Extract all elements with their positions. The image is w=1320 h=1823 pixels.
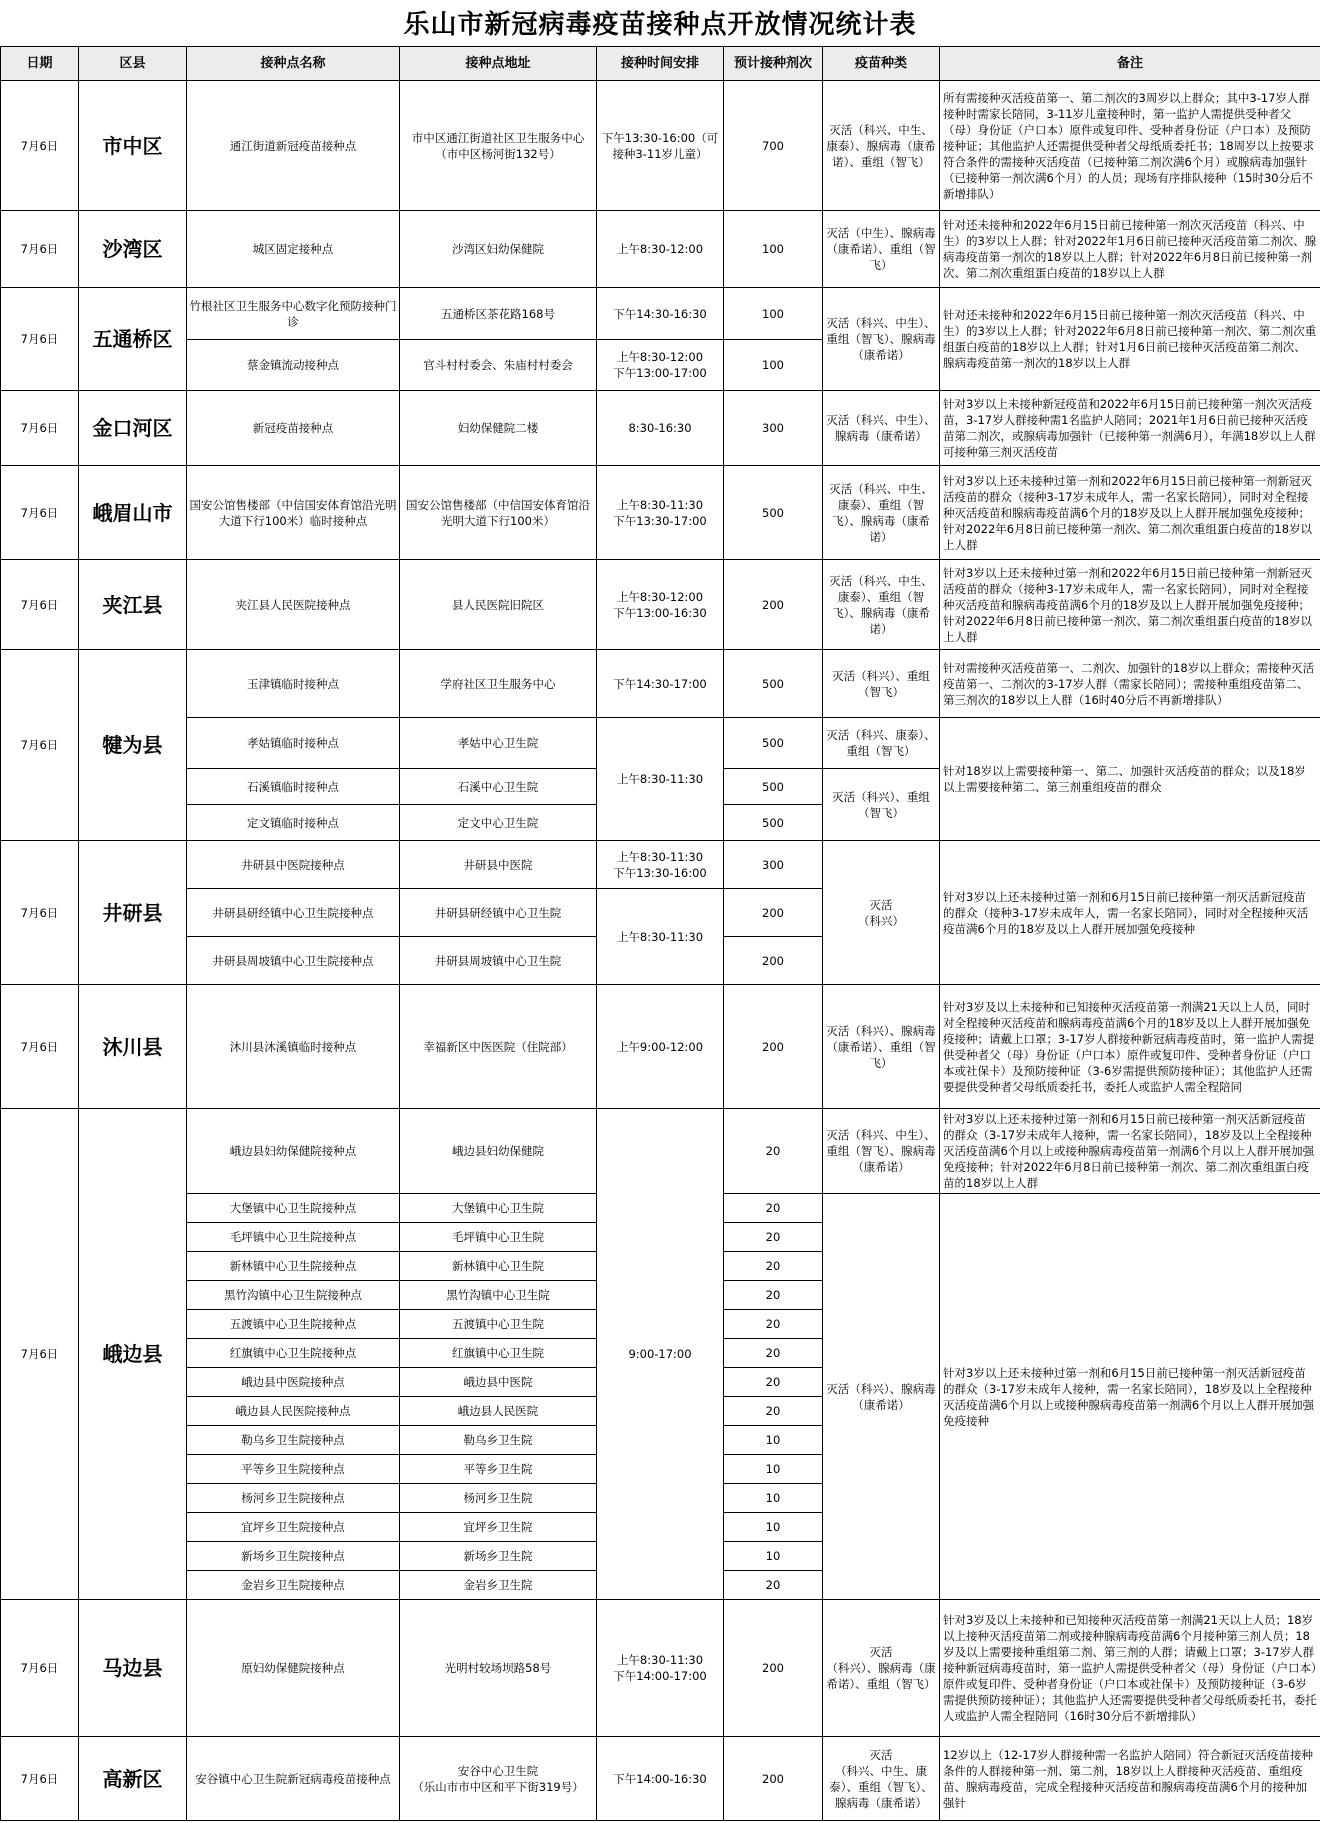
site-name-cell: 城区固定接种点 xyxy=(187,211,400,288)
site-address-cell: 光明村较场坝路58号 xyxy=(400,1600,597,1737)
site-name-cell: 大堡镇中心卫生院接种点 xyxy=(187,1194,400,1223)
vaccine-type-cell: 灭活（科兴、中生）、重组（智飞）、腺病毒（康希诺） xyxy=(823,1109,940,1194)
header-vaccine-type: 疫苗种类 xyxy=(823,47,940,81)
doses-cell: 20 xyxy=(724,1339,823,1368)
site-name-cell: 红旗镇中心卫生院接种点 xyxy=(187,1339,400,1368)
schedule-cell: 下午14:00-16:30 xyxy=(597,1737,724,1821)
vaccination-sites-table xyxy=(0,46,1320,1821)
site-address-cell: 石溪中心卫生院 xyxy=(400,769,597,805)
site-name-cell: 井研县研经镇中心卫生院接种点 xyxy=(187,889,400,937)
site-address-cell: 井研县中医院 xyxy=(400,841,597,889)
schedule-cell: 上午8:30-11:30 下午13:30-17:00 xyxy=(597,466,724,560)
site-address-cell: 大堡镇中心卫生院 xyxy=(400,1194,597,1223)
date-cell: 7月6日 xyxy=(1,288,79,391)
header-site-name: 接种点名称 xyxy=(187,47,400,81)
site-name-cell: 竹根社区卫生服务中心数字化预防接种门诊 xyxy=(187,288,400,340)
vaccine-type-cell: 灭活（科兴）、重组（智飞） xyxy=(823,769,940,841)
district-cell: 五通桥区 xyxy=(79,288,187,391)
site-address-cell: 县人民医院旧院区 xyxy=(400,560,597,650)
district-cell: 马边县 xyxy=(79,1600,187,1737)
table-row xyxy=(1,211,1320,288)
district-cell: 高新区 xyxy=(79,1737,187,1821)
doses-cell: 10 xyxy=(724,1484,823,1513)
schedule-cell: 上午8:30-12:00 下午13:00-16:30 xyxy=(597,560,724,650)
site-name-cell: 孝姑镇临时接种点 xyxy=(187,718,400,769)
site-name-cell: 新冠疫苗接种点 xyxy=(187,391,400,466)
doses-cell: 10 xyxy=(724,1426,823,1455)
site-name-cell: 井研县周坡镇中心卫生院接种点 xyxy=(187,937,400,985)
doses-cell: 10 xyxy=(724,1513,823,1542)
vaccine-type-cell: 灭活 （科兴） xyxy=(823,841,940,985)
site-name-cell: 沐川县沐溪镇临时接种点 xyxy=(187,985,400,1109)
doses-cell: 300 xyxy=(724,391,823,466)
table-row xyxy=(1,985,1320,1109)
site-name-cell: 峨边县妇幼保健院接种点 xyxy=(187,1109,400,1194)
schedule-cell: 9:00-17:00 xyxy=(597,1109,724,1600)
site-address-cell: 红旗镇中心卫生院 xyxy=(400,1339,597,1368)
site-address-cell: 市中区通江街道社区卫生服务中心（市中区杨河街132号） xyxy=(400,81,597,211)
district-cell: 沐川县 xyxy=(79,985,187,1109)
table-row xyxy=(1,560,1320,650)
table-row xyxy=(1,288,1320,340)
site-name-cell: 峨边县人民医院接种点 xyxy=(187,1397,400,1426)
district-cell: 峨眉山市 xyxy=(79,466,187,560)
vaccine-type-cell: 灭活 （科兴）、腺病毒（康希诺）、重组（智飞） xyxy=(823,1600,940,1737)
doses-cell: 200 xyxy=(724,1737,823,1821)
vaccine-type-cell: 灭活（科兴）、腺病毒（康希诺）、重组（智飞） xyxy=(823,985,940,1109)
site-name-cell: 峨边县中医院接种点 xyxy=(187,1368,400,1397)
table-row xyxy=(1,718,1320,769)
schedule-cell: 上午9:00-12:00 xyxy=(597,985,724,1109)
vaccine-type-cell: 灭活（科兴、中生）、重组（智飞）、腺病毒（康希诺） xyxy=(823,288,940,391)
site-address-cell: 沙湾区妇幼保健院 xyxy=(400,211,597,288)
date-cell: 7月6日 xyxy=(1,391,79,466)
schedule-cell: 上午8:30-12:00 下午13:00-17:00 xyxy=(597,340,724,391)
doses-cell: 200 xyxy=(724,889,823,937)
vaccine-type-cell: 灭活（科兴、康泰）、重组（智飞） xyxy=(823,718,940,769)
doses-cell: 20 xyxy=(724,1368,823,1397)
site-address-cell: 学府社区卫生服务中心 xyxy=(400,650,597,718)
site-address-cell: 峨边县中医院 xyxy=(400,1368,597,1397)
site-name-cell: 蔡金镇流动接种点 xyxy=(187,340,400,391)
note-cell: 针对3岁以上还未接种过第一剂和6月15日前已接种第一剂灭活新冠疫苗的群众（接种3-17岁未成年人，需一名家长陪同），同时对全程接种灭活疫苗满6个月的18岁及以上人群开展加强免疫接种 xyxy=(940,841,1320,985)
header-district: 区县 xyxy=(79,47,187,81)
doses-cell: 200 xyxy=(724,1600,823,1737)
schedule-cell: 上午8:30-11:30 下午14:00-17:00 xyxy=(597,1600,724,1737)
schedule-cell: 下午14:30-16:30 xyxy=(597,288,724,340)
date-cell: 7月6日 xyxy=(1,985,79,1109)
doses-cell: 100 xyxy=(724,288,823,340)
district-cell: 犍为县 xyxy=(79,650,187,841)
note-cell: 12岁以上（12-17岁人群接种需一名监护人陪同）符合新冠灭活疫苗接种条件的人群接种第一剂、第二剂，18岁以上人群接种灭活疫苗、重组疫苗、腺病毒疫苗，完成全程接种灭活疫苗和腺病毒疫苗满6个月的接种加强针 xyxy=(940,1737,1320,1821)
district-cell: 夹江县 xyxy=(79,560,187,650)
note-cell: 针对3岁以上还未接种过第一剂和2022年6月15日前已接种第一剂新冠灭活疫苗的群众（接种3-17岁未成年人，需一名家长陪同），同时对全程接种灭活疫苗和腺病毒疫苗满6个月的18岁及以上人群开展加强免疫接种；针对2022年6月8日前已接种第一剂次、第二剂次重组蛋白疫苗的18岁以上人群 xyxy=(940,466,1320,560)
schedule-cell: 8:30-16:30 xyxy=(597,391,724,466)
district-cell: 沙湾区 xyxy=(79,211,187,288)
note-cell: 针对3岁以上还未接种过第一剂和6月15日前已接种第一剂灭活新冠疫苗的群众（3-17岁未成年人接种，需一名家长陪同），18岁及以上全程接种灭活疫苗满6个月以上或接种腺病毒疫苗第一剂满6个月以上人群开展加强免疫接种 xyxy=(940,1194,1320,1600)
site-address-cell: 定文中心卫生院 xyxy=(400,805,597,841)
date-cell: 7月6日 xyxy=(1,1737,79,1821)
doses-cell: 100 xyxy=(724,340,823,391)
site-name-cell: 宜坪乡卫生院接种点 xyxy=(187,1513,400,1542)
header-schedule: 接种时间安排 xyxy=(597,47,724,81)
district-cell: 井研县 xyxy=(79,841,187,985)
site-name-cell: 五渡镇中心卫生院接种点 xyxy=(187,1310,400,1339)
date-cell: 7月6日 xyxy=(1,81,79,211)
doses-cell: 10 xyxy=(724,1455,823,1484)
doses-cell: 100 xyxy=(724,211,823,288)
site-name-cell: 勒乌乡卫生院接种点 xyxy=(187,1426,400,1455)
vaccine-type-cell: 灭活（中生）、腺病毒（康希诺）、重组（智飞） xyxy=(823,211,940,288)
note-cell: 针对3岁及以上未接种和已知接种灭活疫苗第一剂满21天以上人员；18岁以上接种灭活疫苗第二剂或接种腺病毒疫苗满6个月接种第三剂人员；18岁及以上需要接种重组第二剂、第三剂的人群；请戴上口罩；3-17岁人群接种新冠病毒疫苗时，第一监护人需提供受种者父（母）身份证（户口本）原件或复印件、受种者身份证（户口本或社保卡）及预防接种证（3-6岁需提供预防接种证）；其他监护人还需要提供受种者父母纸质委托书，委托人或监护人需全程陪同（16时30分后不新增排队） xyxy=(940,1600,1320,1737)
doses-cell: 20 xyxy=(724,1223,823,1252)
header-doses: 预计接种剂次 xyxy=(724,47,823,81)
schedule-cell: 上午8:30-12:00 xyxy=(597,211,724,288)
schedule-cell: 上午8:30-11:30 xyxy=(597,718,724,841)
district-cell: 市中区 xyxy=(79,81,187,211)
site-name-cell: 金岩乡卫生院接种点 xyxy=(187,1571,400,1600)
site-name-cell: 井研县中医院接种点 xyxy=(187,841,400,889)
date-cell: 7月6日 xyxy=(1,211,79,288)
doses-cell: 500 xyxy=(724,769,823,805)
table-row xyxy=(1,1737,1320,1821)
doses-cell: 700 xyxy=(724,81,823,211)
note-cell: 针对还未接种和2022年6月15日前已接种第一剂次灭活疫苗（科兴、中生）的3岁以上人群；针对2022年1月6日前已接种灭活疫苗第二剂次、腺病毒疫苗第一剂次的18岁以上人群；针对2022年6月8日前已接种第一剂次、第二剂次重组蛋白疫苗的18岁以上人群 xyxy=(940,211,1320,288)
site-address-cell: 孝姑中心卫生院 xyxy=(400,718,597,769)
doses-cell: 20 xyxy=(724,1252,823,1281)
doses-cell: 20 xyxy=(724,1194,823,1223)
district-cell: 金口河区 xyxy=(79,391,187,466)
site-address-cell: 毛坪镇中心卫生院 xyxy=(400,1223,597,1252)
doses-cell: 20 xyxy=(724,1109,823,1194)
doses-cell: 200 xyxy=(724,937,823,985)
site-name-cell: 夹江县人民医院接种点 xyxy=(187,560,400,650)
site-address-cell: 国安公馆售楼部（中信国安体育馆沿光明大道下行100米） xyxy=(400,466,597,560)
site-name-cell: 毛坪镇中心卫生院接种点 xyxy=(187,1223,400,1252)
note-cell: 针对还未接种和2022年6月15日前已接种第一剂次灭活疫苗（科兴、中生）的3岁以上人群；针对2022年6月8日前已接种第一剂次、第二剂次重组蛋白疫苗的18岁以上人群；针对1月6日前已接种灭活疫苗第二剂次、腺病毒疫苗第一剂次的18岁以上人群 xyxy=(940,288,1320,391)
site-address-cell: 杨河乡卫生院 xyxy=(400,1484,597,1513)
header-row xyxy=(1,47,1320,81)
schedule-cell: 下午13:30-16:00（可接种3-11岁儿童） xyxy=(597,81,724,211)
site-address-cell: 宜坪乡卫生院 xyxy=(400,1513,597,1542)
doses-cell: 200 xyxy=(724,560,823,650)
site-address-cell: 井研县周坡镇中心卫生院 xyxy=(400,937,597,985)
note-cell: 针对需接种灭活疫苗第一、二剂次、加强针的18岁以上群众；需接种灭活疫苗第一、二剂次的3-17岁人群（需家长陪同）；需接种重组疫苗第二、第三剂次的18岁以上人群（16时40分后不再新增排队） xyxy=(940,650,1320,718)
doses-cell: 20 xyxy=(724,1310,823,1339)
header-date: 日期 xyxy=(1,47,79,81)
date-cell: 7月6日 xyxy=(1,650,79,841)
site-name-cell: 通江街道新冠疫苗接种点 xyxy=(187,81,400,211)
date-cell: 7月6日 xyxy=(1,466,79,560)
site-name-cell: 原妇幼保健院接种点 xyxy=(187,1600,400,1737)
site-address-cell: 五通桥区茶花路168号 xyxy=(400,288,597,340)
doses-cell: 20 xyxy=(724,1571,823,1600)
site-name-cell: 黑竹沟镇中心卫生院接种点 xyxy=(187,1281,400,1310)
doses-cell: 200 xyxy=(724,985,823,1109)
doses-cell: 500 xyxy=(724,466,823,560)
vaccine-type-cell: 灭活（科兴）、重组（智飞） xyxy=(823,650,940,718)
site-name-cell: 石溪镇临时接种点 xyxy=(187,769,400,805)
site-name-cell: 国安公馆售楼部（中信国安体育馆沿光明大道下行100米）临时接种点 xyxy=(187,466,400,560)
note-cell: 针对3岁以上未接种新冠疫苗和2022年6月15日前已接种第一剂次灭活疫苗，3-17岁人群接种需1名监护人陪同；2021年1月6日前已接种灭活疫苗第二剂次，或腺病毒加强针（已接种第一剂满6月），年满18岁以上人群可接种第三剂灭活疫苗 xyxy=(940,391,1320,466)
doses-cell: 10 xyxy=(724,1542,823,1571)
date-cell: 7月6日 xyxy=(1,841,79,985)
date-cell: 7月6日 xyxy=(1,560,79,650)
site-address-cell: 妇幼保健院二楼 xyxy=(400,391,597,466)
site-address-cell: 幸福新区中医医院（住院部） xyxy=(400,985,597,1109)
table-row xyxy=(1,466,1320,560)
table-row xyxy=(1,391,1320,466)
site-address-cell: 峨边县妇幼保健院 xyxy=(400,1109,597,1194)
table-row xyxy=(1,841,1320,889)
site-address-cell: 新场乡卫生院 xyxy=(400,1542,597,1571)
note-cell: 针对3岁及以上未接种和已知接种灭活疫苗第一剂满21天以上人员，同时对全程接种灭活疫苗和腺病毒疫苗满6个月的18岁及以上人群开展加强免疫接种；请戴上口罩；3-17岁人群接种新冠病毒疫苗时，第一监护人需提供受种者父（母）身份证（户口本）原件或复印件、受种者身份证（户口本或社保卡）及预防接种证（3-6岁需提供预防接种证）；其他监护人还需要提供受种者父母纸质委托书，委托人或监护人需全程陪同 xyxy=(940,985,1320,1109)
note-cell: 针对3岁以上还未接种过第一剂和6月15日前已接种第一剂灭活新冠疫苗的群众（3-17岁未成年人接种，需一名家长陪同），18岁及以上全程接种灭活疫苗满6个月以上或接种腺病毒疫苗第一剂满6个月以上人群开展加强免疫接种；针对2022年6月8日前已接种第一剂次、第二剂次重组蛋白疫苗的18岁以上人群 xyxy=(940,1109,1320,1194)
doses-cell: 20 xyxy=(724,1397,823,1426)
date-cell: 7月6日 xyxy=(1,1109,79,1600)
table-row xyxy=(1,1600,1320,1737)
doses-cell: 500 xyxy=(724,650,823,718)
doses-cell: 20 xyxy=(724,1281,823,1310)
site-address-cell: 金岩乡卫生院 xyxy=(400,1571,597,1600)
vaccine-type-cell: 灭活（科兴、中生、康泰）、腺病毒（康希诺）、重组（智飞） xyxy=(823,81,940,211)
note-cell: 针对18岁以上需要接种第一、第二、加强针灭活疫苗的群众；以及18岁以上需要接种第二、第三剂重组疫苗的群众 xyxy=(940,718,1320,841)
table-row xyxy=(1,1109,1320,1194)
site-name-cell: 定文镇临时接种点 xyxy=(187,805,400,841)
site-name-cell: 安谷镇中心卫生院新冠病毒疫苗接种点 xyxy=(187,1737,400,1821)
schedule-cell: 上午8:30-11:30 下午13:30-16:00 xyxy=(597,841,724,889)
doses-cell: 300 xyxy=(724,841,823,889)
site-name-cell: 新场乡卫生院接种点 xyxy=(187,1542,400,1571)
table-row xyxy=(1,650,1320,718)
page-title: 乐山市新冠病毒疫苗接种点开放情况统计表 xyxy=(403,10,917,40)
site-name-cell: 新林镇中心卫生院接种点 xyxy=(187,1252,400,1281)
site-address-cell: 峨边县人民医院 xyxy=(400,1397,597,1426)
date-cell: 7月6日 xyxy=(1,1600,79,1737)
schedule-cell: 上午8:30-11:30 xyxy=(597,889,724,985)
header-notes: 备注 xyxy=(940,47,1320,81)
doses-cell: 500 xyxy=(724,718,823,769)
site-name-cell: 杨河乡卫生院接种点 xyxy=(187,1484,400,1513)
site-address-cell: 安谷中心卫生院 （乐山市市中区和平下街319号） xyxy=(400,1737,597,1821)
vaccine-type-cell: 灭活（科兴、中生、康泰）、重组（智飞）、腺病毒（康希诺） xyxy=(823,560,940,650)
site-address-cell: 官斗村村委会、朱庙村村委会 xyxy=(400,340,597,391)
table-row xyxy=(1,81,1320,211)
site-address-cell: 黑竹沟镇中心卫生院 xyxy=(400,1281,597,1310)
site-name-cell: 玉津镇临时接种点 xyxy=(187,650,400,718)
site-address-cell: 井研县研经镇中心卫生院 xyxy=(400,889,597,937)
doses-cell: 500 xyxy=(724,805,823,841)
site-address-cell: 平等乡卫生院 xyxy=(400,1455,597,1484)
site-address-cell: 五渡镇中心卫生院 xyxy=(400,1310,597,1339)
header-site-address: 接种点地址 xyxy=(400,47,597,81)
note-cell: 针对3岁以上还未接种过第一剂和2022年6月15日前已接种第一剂新冠灭活疫苗的群众（接种3-17岁未成年人，需一名家长陪同），同时对全程接种灭活疫苗和腺病毒疫苗满6个月的18岁及以上人群开展加强免疫接种；针对2022年6月8日前已接种第一剂次、第二剂次重组蛋白疫苗的18岁以上人群 xyxy=(940,560,1320,650)
site-address-cell: 勒乌乡卫生院 xyxy=(400,1426,597,1455)
site-name-cell: 平等乡卫生院接种点 xyxy=(187,1455,400,1484)
vaccine-type-cell: 灭活 （科兴、中生、康泰）、重组（智飞）、腺病毒（康希诺） xyxy=(823,1737,940,1821)
site-address-cell: 新林镇中心卫生院 xyxy=(400,1252,597,1281)
vaccine-type-cell: 灭活（科兴、中生）、腺病毒（康希诺） xyxy=(823,391,940,466)
note-cell: 所有需接种灭活疫苗第一、第二剂次的3周岁以上群众；其中3-17岁人群接种时需家长陪同，3-11岁儿童接种时，第一监护人需提供受种者父（母）身份证（户口本）原件或复印件、受种者身份证（户口本）及预防接种证；其他监护人还需提供受种者父母纸质委托书；18周岁以上按要求符合条件的需接种灭活疫苗（已接种第二剂次满6个月）或腺病毒加强针（已接种第一剂次满6个月）的人员；现场有序排队接种（15时30分后不新增排队） xyxy=(940,81,1320,211)
schedule-cell: 下午14:30-17:00 xyxy=(597,650,724,718)
vaccine-type-cell: 灭活（科兴）、腺病毒（康希诺） xyxy=(823,1194,940,1600)
vaccine-type-cell: 灭活（科兴、中生、康泰）、重组（智飞）、腺病毒（康希诺） xyxy=(823,466,940,560)
district-cell: 峨边县 xyxy=(79,1109,187,1600)
